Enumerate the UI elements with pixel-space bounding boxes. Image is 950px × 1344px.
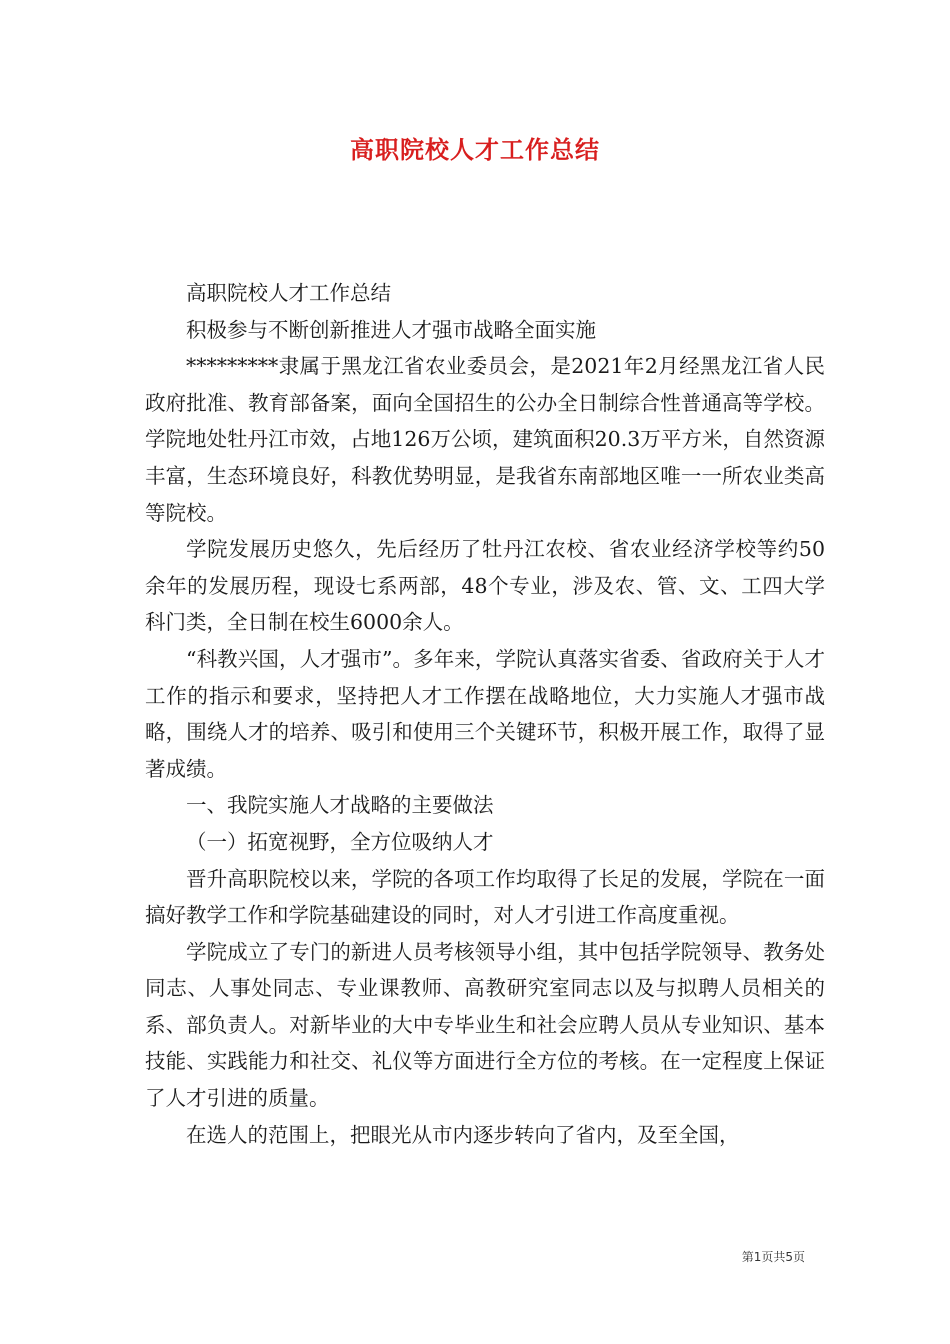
paragraph: 晋升高职院校以来，学院的各项工作均取得了长足的发展，学院在一面搞好教学工作和学院基础建设的同时，对人才引进工作高度重视。 xyxy=(145,866,825,928)
paragraph: 学院发展历史悠久，先后经历了牡丹江农校、省农业经济学校等约50余年的发展历程，现设七系两部，48个专业，涉及农、管、文、工四大学科门类，全日制在校生6000余人。 xyxy=(145,537,825,635)
paragraph: 学院成立了专门的新进人员考核领导小组，其中包括学院领导、教务处同志、人事处同志、专业课教师、高教研究室同志以及与拟聘人员相关的系、部负责人。对新毕业的大中专毕业生和社会应聘人员从专业知识、基本技能、实践能力和社交、礼仪等方面进行全方位的考核。在一定程度上保证了人才引进的质量。 xyxy=(145,939,825,1111)
section-heading: 一、我院实施人才战略的主要做法 xyxy=(186,793,494,818)
paragraph: 在选人的范围上，把眼光从市内逐步转向了省内，及至全国， xyxy=(186,1122,740,1147)
document-body xyxy=(145,275,825,1153)
paragraph: *********隶属于黑龙江省农业委员会，是2021年2月经黑龙江省人民政府批准、教育部备案，面向全国招生的公办全日制综合性普通高等学校。学院地处牡丹江市效，占地126万公顷，建筑面积20.3万平方米，自然资源丰富，生态环境良好，科教优势明显，是我省东南部地区唯一一所农业类高等院校。 xyxy=(145,354,825,525)
paragraph: 高职院校人才工作总结 xyxy=(186,281,391,305)
subsection-heading: （一）拓宽视野，全方位吸纳人才 xyxy=(186,829,494,854)
paragraph: 积极参与不断创新推进人才强市战略全面实施 xyxy=(186,317,596,342)
document-title: 高职院校人才工作总结 xyxy=(350,135,600,164)
paragraph: “科教兴国，人才强市”。多年来，学院认真落实省委、省政府关于人才工作的指示和要求，坚持把人才工作摆在战略地位，大力实施人才强市战略，围绕人才的培养、吸引和使用三个关键环节，积极开展工作，取得了显著成绩。 xyxy=(145,646,825,781)
page-number: 第1页共5页 xyxy=(741,1250,805,1264)
